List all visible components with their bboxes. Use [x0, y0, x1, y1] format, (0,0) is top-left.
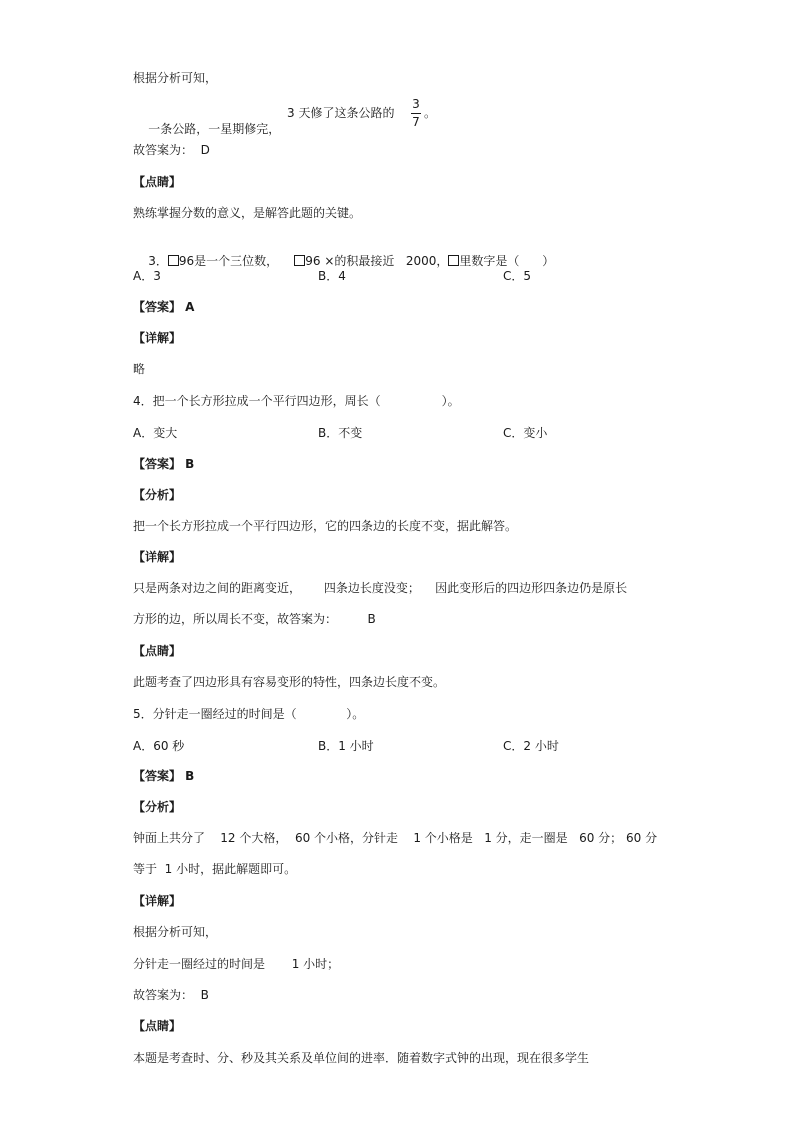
option-c: C．5 — [503, 269, 532, 283]
section-heading: 【详解】 — [133, 550, 182, 564]
option-b: B．1 小时 — [318, 739, 374, 753]
text-line: 只是两条对边之间的距离变近， 四条边长度没变； 因此变形后的四边形四条边仍是原长 — [133, 581, 628, 595]
answer-label: 【答案】 B — [133, 457, 195, 471]
text-line: 熟练掌握分数的意义，是解答此题的关键。 — [133, 206, 362, 220]
option-a: A．变大 — [133, 426, 178, 440]
fraction-denominator: 7 — [412, 115, 420, 129]
section-heading: 【点睛】 — [133, 644, 182, 658]
text-line: 根据分析可知， — [133, 925, 218, 939]
fraction-bar — [411, 113, 421, 114]
text-segment: 。 — [424, 106, 437, 120]
text-line: 略 — [133, 362, 146, 376]
answer-label: 【答案】 B — [133, 769, 195, 783]
section-heading: 【点睛】 — [133, 1019, 182, 1033]
option-a: A．3 — [133, 269, 161, 283]
fraction-numerator: 3 — [412, 97, 420, 111]
blank-box-icon — [294, 255, 305, 266]
question-number: 3． — [148, 254, 168, 268]
question-5-stem: 5．分针走一圈经过的时间是（ ）。 — [133, 707, 365, 721]
text-line: 此题考查了四边形具有容易变形的特性，四条边长度不变。 — [133, 675, 446, 689]
section-heading: 【点睛】 — [133, 175, 182, 189]
blank-box-icon — [168, 255, 179, 266]
text-line: 分针走一圈经过的时间是 1 小时； — [133, 957, 340, 971]
text-line: 钟面上共分了 12 个大格， 60 个小格，分针走 1 个小格是 1 分，走一圈是 60 分； 60 分 — [133, 831, 658, 845]
text-segment: 一条公路，一星期修完， — [148, 122, 281, 136]
option-a: A．60 秒 — [133, 739, 185, 753]
text-segment: 96 ×的积最接近 2000， — [305, 254, 449, 268]
text-line: 方形的边，所以周长不变，故答案为： B — [133, 612, 376, 626]
text-line: 等于 1 小时，据此解题即可。 — [133, 862, 297, 876]
text-line: 本题是考查时、分、秒及其关系及单位间的进率．随着数字式钟的出现，现在很多学生 — [133, 1051, 590, 1065]
text-segment: 里数字是（ ） — [459, 254, 555, 268]
section-heading: 【详解】 — [133, 894, 182, 908]
text-line: 把一个长方形拉成一个平行四边形，它的四条边的长度不变，据此解答。 — [133, 519, 518, 533]
section-heading: 【详解】 — [133, 331, 182, 345]
text-line: 故答案为： D — [133, 143, 210, 157]
option-c: C．变小 — [503, 426, 548, 440]
text-line: 根据分析可知， — [133, 71, 218, 85]
option-b: B．不变 — [318, 426, 363, 440]
text-line: 故答案为： B — [133, 988, 209, 1002]
text-segment: 96是一个三位数， — [178, 254, 279, 268]
option-b: B．4 — [318, 269, 346, 283]
question-4-stem: 4．把一个长方形拉成一个平行四边形，周长（ ）。 — [133, 394, 460, 408]
option-c: C．2 小时 — [503, 739, 559, 753]
text-segment: 3 天修了这条公路的 — [287, 106, 395, 120]
section-heading: 【分析】 — [133, 488, 182, 502]
answer-label: 【答案】 A — [133, 300, 195, 314]
section-heading: 【分析】 — [133, 800, 182, 814]
blank-box-icon — [448, 255, 459, 266]
